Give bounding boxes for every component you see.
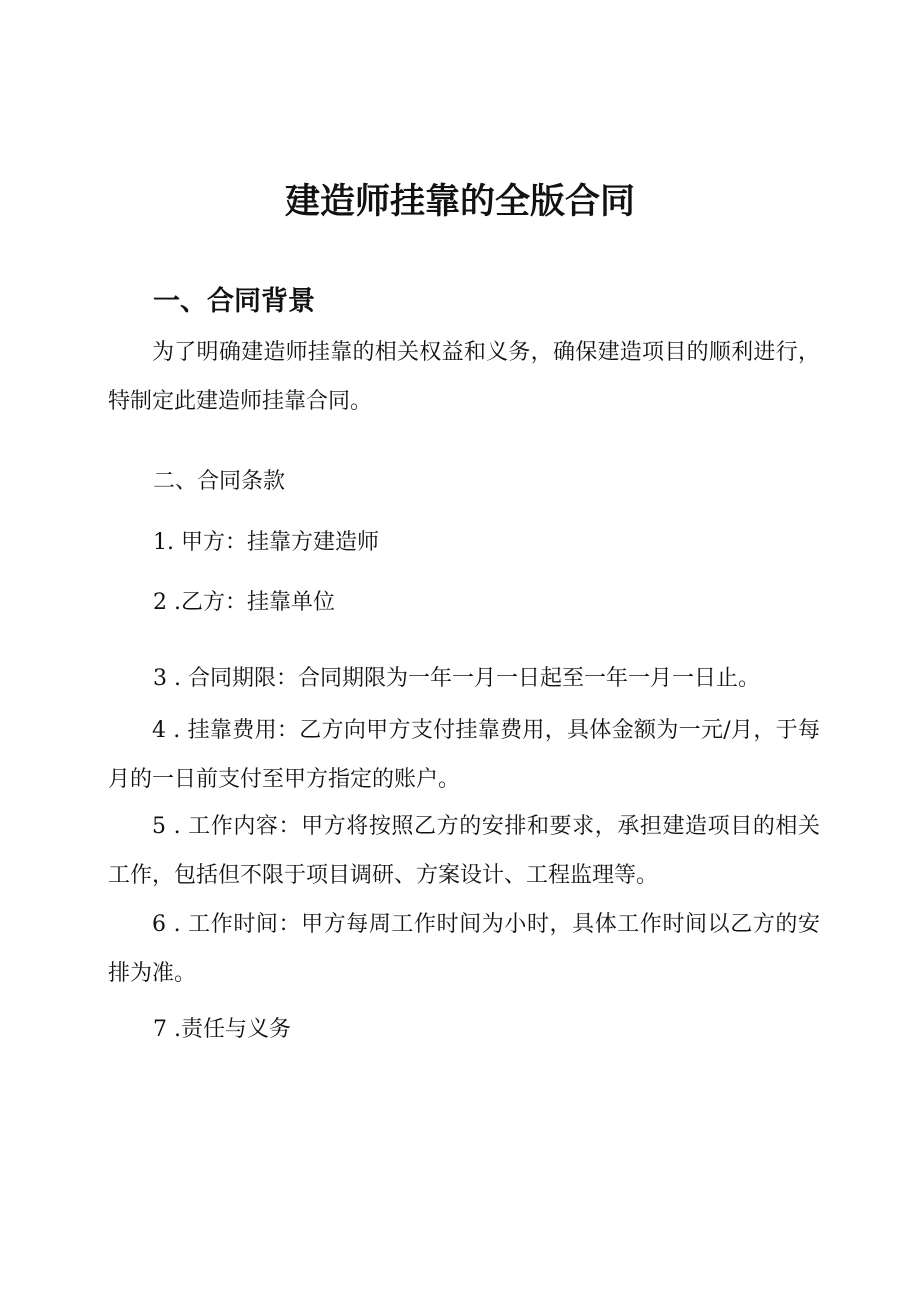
background-paragraph: 为了明确建造师挂靠的相关权益和义务，确保建造项目的顺利进行，特制定此建造师挂靠合同。 [108, 340, 820, 414]
clause-party-a: 1. 甲方：挂靠方建造师 [153, 530, 379, 555]
clause-fee: 4 . 挂靠费用：乙方向甲方支付挂靠费用，具体金额为一元/月，于每月的一日前支付至甲方指定的账户。 [108, 718, 820, 792]
clause-work-time: 6 . 工作时间：甲方每周工作时间为小时，具体工作时间以乙方的安排为准。 [108, 912, 820, 986]
clause-responsibility: 7 .责任与义务 [153, 1017, 291, 1042]
clause-term: 3 . 合同期限：合同期限为一年一月一日起至一年一月一日止。 [153, 666, 760, 691]
clause-party-b: 2 .乙方：挂靠单位 [153, 590, 335, 615]
document-title: 建造师挂靠的全版合同 [284, 182, 635, 222]
section-heading-background: 一、合同背景 [153, 286, 315, 317]
clause-work-content: 5 . 工作内容：甲方将按照乙方的安排和要求，承担建造项目的相关工作，包括但不限于项目调研、方案设计、工程监理等。 [108, 814, 820, 888]
section-heading-terms: 二、合同条款 [153, 469, 286, 494]
